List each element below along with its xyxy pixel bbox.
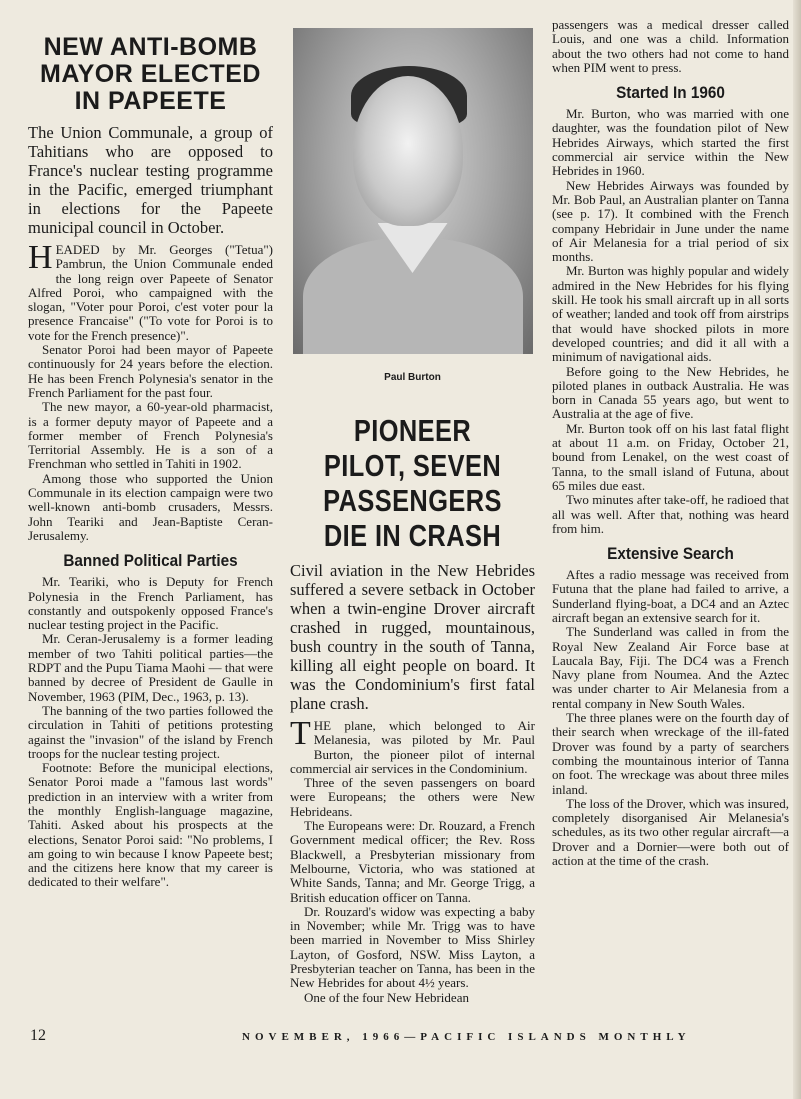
column-right	[552, 18, 789, 868]
paragraph: One of the four New Hebridean	[304, 989, 469, 1005]
paragraph-continued: passengers was a medical dresser called Louis, and one was a child. Information about the two others had not come to hand when PIM went to press.	[552, 17, 789, 75]
portrait-photo	[293, 28, 533, 354]
paragraph: The Sunderland was called in from the Royal New Zealand Air Force base at Laucala Bay, Fiji. The DC4 was a French Navy plane from Noumea. And the Aztec was under charter to Air Melanesia from a rental company in New South Wales.	[552, 624, 789, 711]
paragraph: Mr. Teariki, who is Deputy for French Polynesia in the French Parliament, has constantly and outspokenly opposed France's nuclear testing project in the Pacific.	[28, 574, 273, 633]
paragraph: The three planes were on the fourth day of their search when wreckage of the ill-fated Drover was found by a party of searchers combing the mountainous interior of Tanna on foot. The wreckage was about three miles inland.	[552, 710, 789, 797]
paragraph: Before going to the New Hebrides, he piloted planes in outback Australia. He was born in Canada 55 years ago, but went to Australia at the age of five.	[552, 363, 789, 422]
paragraph: Dr. Rouzard's widow was expecting a baby in November; while Mr. Trigg was to have been married in November to Miss Shirley Layton, of Gosford, NSW. Miss Layton, a Presbyterian teacher on Tanna, has been in the New Hebrides for about 4½ years.	[290, 903, 535, 991]
lead-crash: Civil aviation in the New Hebrides suffered a severe setback in October when a twin-engine Drover aircraft crashed in rugged, mountainous, bush country in the south of Tanna, killing all eight people on board. It was the Condominium's first fatal plane crash.	[290, 561, 535, 713]
headline-crash: PIONEER PILOT, SEVEN PASSENGERS DIE IN CRASH	[323, 413, 502, 553]
photo-face	[353, 76, 463, 226]
column-left	[28, 22, 273, 890]
paragraph: Mr. Burton was highly popular and widely admired in the New Hebrides for his flying skill. He took his small aircraft up in all sorts of weather; landed and took off from airstrips that would have shocked pilots in more developed countries; and did it all with a minimum of navigational aids.	[552, 263, 789, 365]
subhead-started-1960: Started In 1960	[616, 83, 725, 103]
paragraph: New Hebrides Airways was founded by Mr. Bob Paul, an Australian planter on Tanna (see p. 17). It combined with the French company Hebridair in June under the name of Air Melanesia for a trial period of six months.	[552, 177, 789, 265]
paragraph: The Europeans were: Dr. Rouzard, a French Government medical officer; the Rev. Ross Blackwell, a Presbyterian missionary from Melbourne, Victoria, who was stationed at White Sands, Tanna; and Mr. George Trigg, a British education officer on Tanna.	[290, 818, 535, 905]
paragraph-footnote: Footnote: Before the municipal elections, Senator Poroi made a "famous last words" prediction in an interview with a writer from the monthly English-language magazine, Tahiti. Asked about his prospects at the elections, Senator Poroi said: "No problems, I am going to win because I know Papeete best; and the citizens here know that my career is dedicated to their welfare".	[28, 760, 273, 890]
paragraph: Among those who supported the Union Communale in its election campaign were two well-known anti-bomb crusaders, Messrs. John Teariki and Jean-Baptiste Ceran-Jerusalemy.	[28, 470, 273, 543]
paragraph: Mr. Burton took off on his last fatal flight at about 11 a.m. on Friday, October 21, bound from Lenakel, on the west coast of Tanna, to the small island of Futuna, about 65 miles due east.	[552, 420, 789, 493]
paragraph: Senator Poroi had been mayor of Papeete continuously for 24 years before the election. He has been French Polynesia's senator in the French Parliament for the past four.	[28, 342, 273, 400]
page-footer	[30, 1027, 789, 1051]
paragraph: Two minutes after take-off, he radioed that all was well. After that, nothing was heard from him.	[552, 492, 789, 536]
paragraph-first: THE plane, which belonged to Air Melanesia, was piloted by Mr. Paul Burton, the pioneer pilot of internal commercial air services in the Condominium.	[290, 715, 535, 776]
paragraph: Mr. Burton, who was married with one daughter, was the foundation pilot of New Hebrides Airways, which started the first commercial air service within the New Hebrides in 1960.	[552, 106, 789, 179]
dropcap: H	[28, 239, 53, 276]
paragraph: The loss of the Drover, which was insured, completely disorganised Air Melanesia's schedules, as its two other regular aircraft—a Drover and a Dornier—were both out of action at the time of the crash.	[552, 795, 789, 869]
paragraph: Mr. Ceran-Jerusalemy is a former leading member of two Tahiti political parties—the RDPT and the Pupu Tiama Maohi — that were banned by decree of President de Gaulle in November, 1963 (PIM, Dec., 1963, p. 13).	[28, 631, 273, 704]
headline-mayor: NEW ANTI-BOMB MAYOR ELECTED IN PAPEETE	[40, 33, 261, 115]
lead-mayor: The Union Communale, a group of Tahitians who are opposed to France's nuclear testing programme in the Pacific, emerged triumphant in elections for the Papeete municipal council in October.	[28, 123, 273, 237]
paragraph: Three of the seven passengers on board were Europeans; the others were New Hebrideans.	[290, 775, 535, 819]
subhead-banned-parties: Banned Political Parties	[63, 551, 238, 571]
subhead-extensive-search: Extensive Search	[607, 544, 734, 564]
dropcap: T	[290, 715, 311, 752]
page-edge	[793, 0, 801, 1099]
paragraph: The new mayor, a 60-year-old pharmacist, is a former deputy mayor of Papeete and a former member of French Polynesia's Territorial Assembly. He is a son of a Frenchman who settled in Tahiti in 1902.	[28, 399, 273, 472]
paragraph-first: HEADED by Mr. Georges ("Tetua") Pambrun, the Union Communale ended the long reign over Papeete of Senator Alfred Poroi, who campaigned with the slogan, "Voter pour Poroi, c'est voter pour la presence Francaise" ("To vote for Poroi is to vote for the French presence)".	[28, 239, 273, 343]
photo-caption: Paul Burton	[384, 372, 441, 383]
column-middle	[290, 22, 535, 1005]
paragraph: Aftes a radio message was received from Futuna that the plane had failed to arrive, a Sunderland flying-boat, a DC4 and an Aztec aircraft began an extensive search for it.	[552, 567, 789, 625]
footer-title: NOVEMBER, 1966—PACIFIC ISLANDS MONTHLY	[242, 1031, 691, 1043]
page-number: 12	[30, 1027, 46, 1044]
paragraph: The banning of the two parties followed the circulation in Tahiti of petitions protesting against the "invasion" of the island by French troops for the nuclear testing project.	[28, 702, 273, 761]
